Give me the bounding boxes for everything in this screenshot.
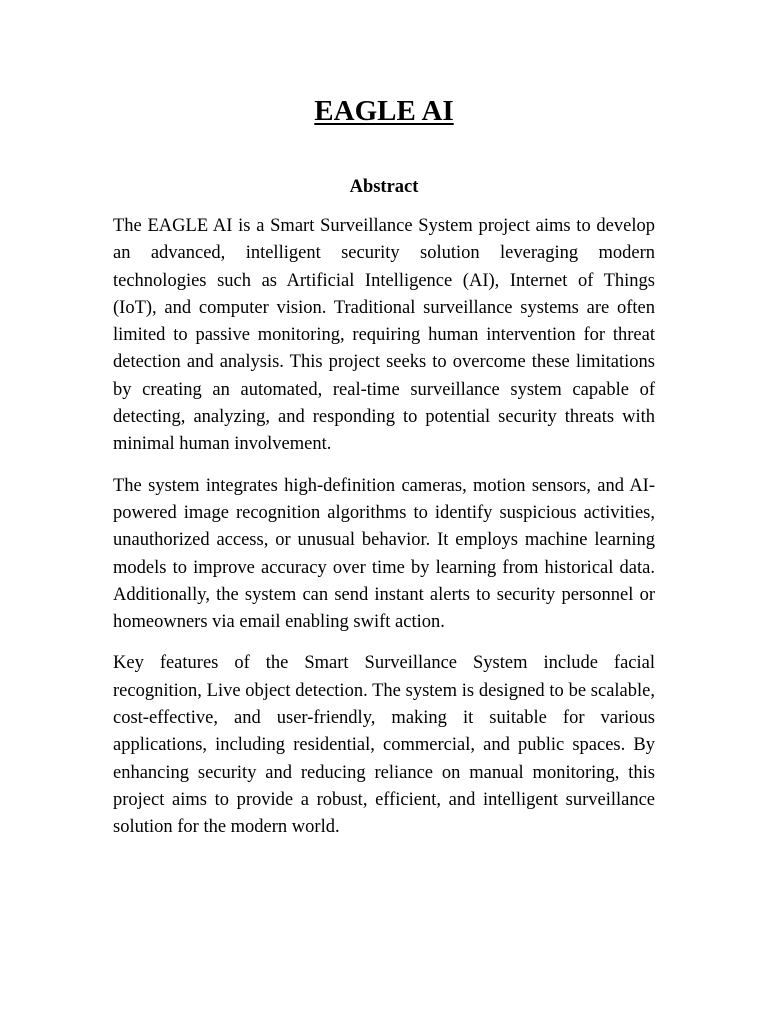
paragraph-1: The EAGLE AI is a Smart Surveillance System project aims to develop an advanced, intelligent security solution leveraging modern technologies such as Artificial Intelligence (AI), Internet of Things (IoT), and computer vision. Traditional surveillance systems are often limited to passive monitoring, requiring human intervention for threat detection and analysis. This project seeks to overcome these limitations by creating an automated, real-time surveillance system capable of detecting, analyzing, and responding to potential security threats with minimal human involvement. <box>113 216 655 455</box>
abstract-body <box>113 213 655 856</box>
paragraph-2: The system integrates high-definition cameras, motion sensors, and AI-powered image recognition algorithms to identify suspicious activities, unauthorized access, or unusual behavior. It employs machine learning models to improve accuracy over time by learning from historical data. Additionally, the system can send instant alerts to security personnel or homeowners via email enabling swift action. <box>113 475 655 633</box>
section-heading-abstract: Abstract <box>349 177 419 197</box>
document-title: EAGLE AI <box>314 95 454 127</box>
paragraph-3: Key features of the Smart Surveillance System include facial recognition, Live object detection. The system is designed to be scalable, cost-effective, and user-friendly, making it suitable for various applications, including residential, commercial, and public spaces. By enhancing security and reducing reliance on manual monitoring, this project aims to provide a robust, efficient, and intelligent surveillance solution for the modern world. <box>113 653 655 838</box>
